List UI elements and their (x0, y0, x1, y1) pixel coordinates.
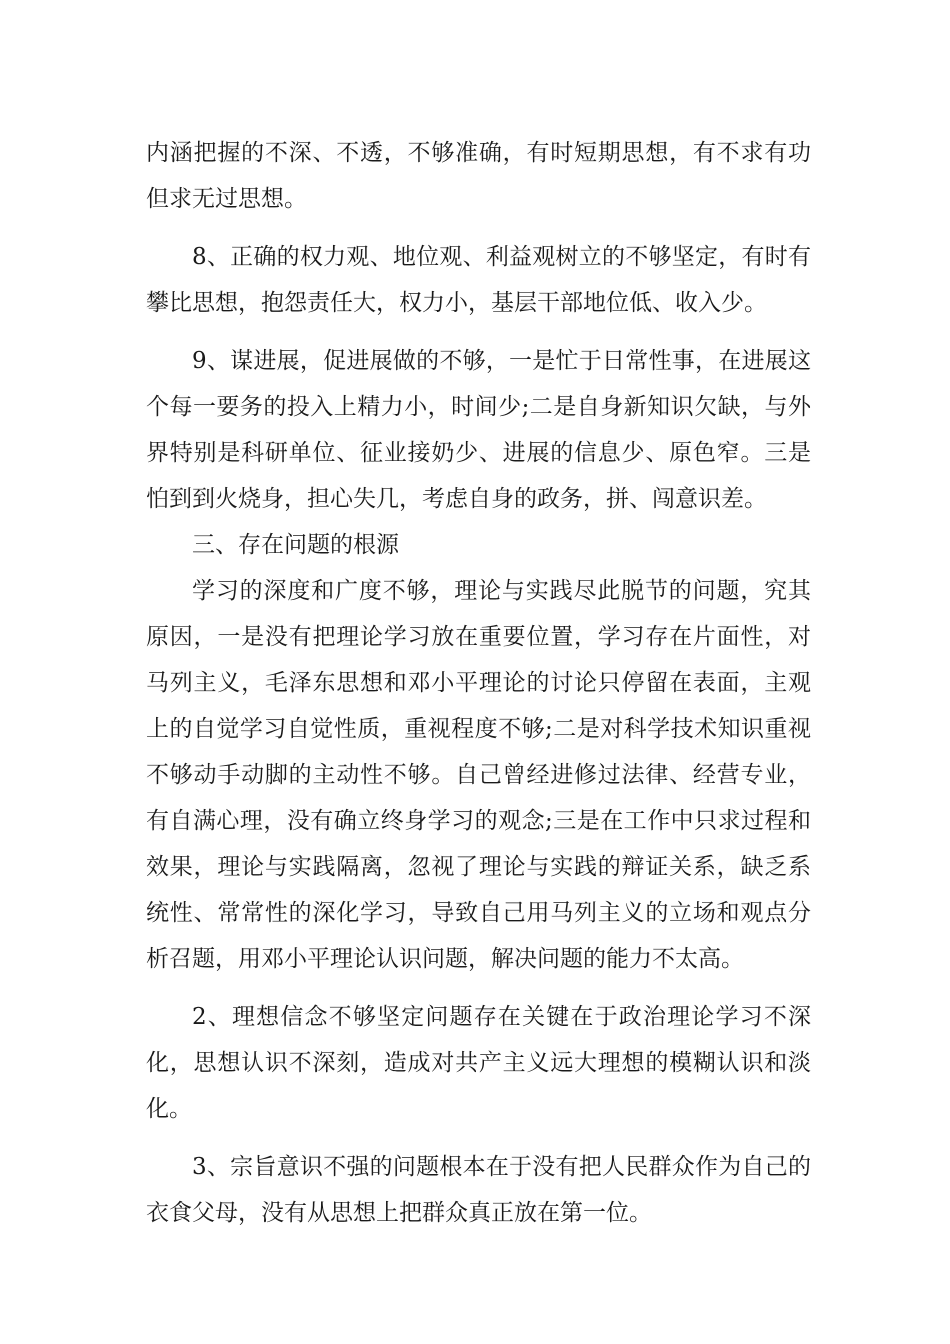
paragraph-item-3: 3、宗旨意识不强的问题根本在于没有把人民群众作为自己的衣食父母，没有从思想上把群众真正放在第一位。 (146, 1154, 811, 1226)
paragraph-learning-depth: 学习的深度和广度不够，理论与实践尽此脱节的问题，究其原因，一是没有把理论学习放在重要位置，学习存在片面性，对马列主义，毛泽东思想和邓小平理论的讨论只停留在表面，主观上的自觉学习自觉性质，重视程度不够;二是对科学技术知识重视不够动手动脚的主动性不够。自己曾经进修过法律、经营专业，有自满心理，没有确立终身学习的观念;三是在工作中只求过程和效果，理论与实践隔离，忽视了理论与实践的辩证关系，缺乏系统性、常常性的深化学习，导致自己用马列主义的立场和观点分析召题，用邓小平理论认识问题，解决问题的能力不太高。 (146, 578, 811, 972)
paragraph-continuation: 内涵把握的不深、不透，不够准确，有时短期思想，有不求有功但求无过思想。 (146, 140, 811, 212)
paragraph-item-2: 2、理想信念不够坚定问题存在关键在于政治理论学习不深化，思想认识不深刻，造成对共产主义远大理想的模糊认识和淡化。 (146, 1004, 811, 1122)
paragraph-item-9: 9、谋进展，促进展做的不够，一是忙于日常性事，在进展这个每一要务的投入上精力小，时间少;二是自身新知识欠缺，与外界特别是科研单位、征业接奶少、进展的信息少、原色窄。三是怕到到火烧身，担心失几，考虑自身的政务，拼、闯意识差。 (146, 348, 811, 512)
document-body (146, 130, 811, 1236)
section-heading-root-causes: 三、存在问题的根源 (192, 532, 399, 558)
paragraph-item-8: 8、正确的权力观、地位观、利益观树立的不够坚定，有时有攀比思想，抱怨责任大，权力小，基层干部地位低、收入少。 (146, 244, 811, 316)
